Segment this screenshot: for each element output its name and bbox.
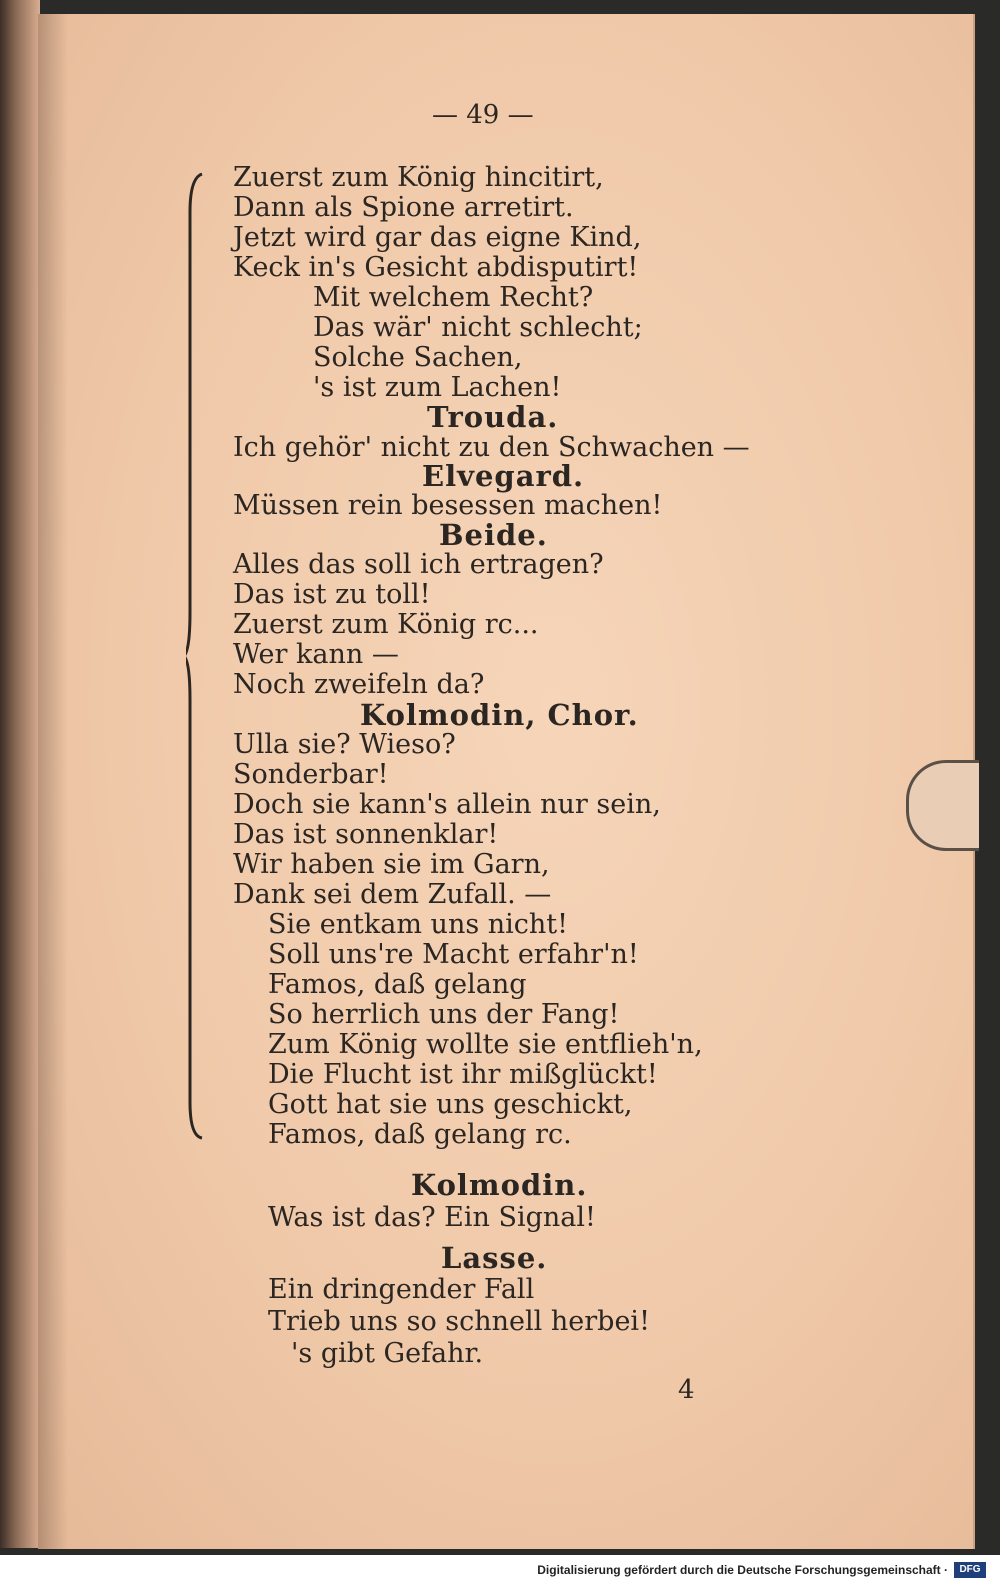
verse-line: Das wär' nicht schlecht; xyxy=(313,312,643,343)
verse-line: So herrlich uns der Fang! xyxy=(268,999,620,1030)
verse-line: Die Flucht ist ihr mißglückt! xyxy=(268,1059,658,1090)
book-spine-edge xyxy=(0,0,40,1548)
page-tab-clip xyxy=(906,760,979,851)
verse-line: Das ist zu toll! xyxy=(233,579,431,610)
curly-brace xyxy=(186,172,204,1140)
verse-line: 's gibt Gefahr. xyxy=(291,1338,484,1369)
verse-line: Trieb uns so schnell herbei! xyxy=(268,1306,650,1337)
verse-line: 's ist zum Lachen! xyxy=(313,372,562,403)
verse-line: Sie entkam uns nicht! xyxy=(268,909,569,940)
digitization-footer xyxy=(0,1555,1000,1588)
verse-line: Wir haben sie im Garn, xyxy=(233,849,550,880)
verse-line: Müssen rein besessen machen! xyxy=(233,490,663,521)
verse-line: Ein dringender Fall xyxy=(268,1274,535,1305)
verse-line: Dank sei dem Zufall. — xyxy=(233,879,552,910)
verse-line: Zuerst zum König hincitirt, xyxy=(233,162,604,193)
funding-credit: Digitalisierung gefördert durch die Deutsche Forschungsgemeinschaft · xyxy=(537,1563,948,1577)
speaker-heading: Elvegard. xyxy=(422,459,585,493)
verse-line: Wer kann — xyxy=(233,639,399,670)
gutter-shadow xyxy=(38,14,68,1549)
verse-line: Famos, daß gelang xyxy=(268,969,527,1000)
verse-line: Das ist sonnenklar! xyxy=(233,819,499,850)
verse-line: Noch zweifeln da? xyxy=(233,669,485,700)
verse-line: Alles das soll ich ertragen? xyxy=(233,549,604,580)
speaker-heading: Lasse. xyxy=(441,1241,548,1275)
verse-line: Famos, daß gelang rc. xyxy=(268,1119,572,1150)
speaker-heading: Trouda. xyxy=(427,400,559,434)
verse-line: Soll uns're Macht erfahr'n! xyxy=(268,939,639,970)
speaker-heading: Beide. xyxy=(439,518,548,552)
verse-line: Mit welchem Recht? xyxy=(313,282,594,313)
page-number-header: — 49 — xyxy=(432,100,534,130)
speaker-heading: Kolmodin. xyxy=(411,1168,588,1202)
dfg-logo: DFG xyxy=(954,1562,986,1578)
verse-line: Dann als Spione arretirt. xyxy=(233,192,574,223)
verse-line: Zuerst zum König rc... xyxy=(233,609,539,640)
signature-mark: 4 xyxy=(678,1375,695,1405)
verse-line: Was ist das? Ein Signal! xyxy=(268,1202,596,1233)
verse-line: Solche Sachen, xyxy=(313,342,523,373)
verse-line: Doch sie kann's allein nur sein, xyxy=(233,789,661,820)
verse-line: Sonderbar! xyxy=(233,759,389,790)
verse-line: Ulla sie? Wieso? xyxy=(233,729,456,760)
verse-line: Gott hat sie uns geschickt, xyxy=(268,1089,633,1120)
verse-line: Ich gehör' nicht zu den Schwachen — xyxy=(233,432,750,463)
verse-line: Keck in's Gesicht abdisputirt! xyxy=(233,252,639,283)
verse-line: Zum König wollte sie entflieh'n, xyxy=(268,1029,703,1060)
verse-line: Jetzt wird gar das eigne Kind, xyxy=(233,222,642,253)
speaker-heading: Kolmodin, Chor. xyxy=(360,698,639,732)
